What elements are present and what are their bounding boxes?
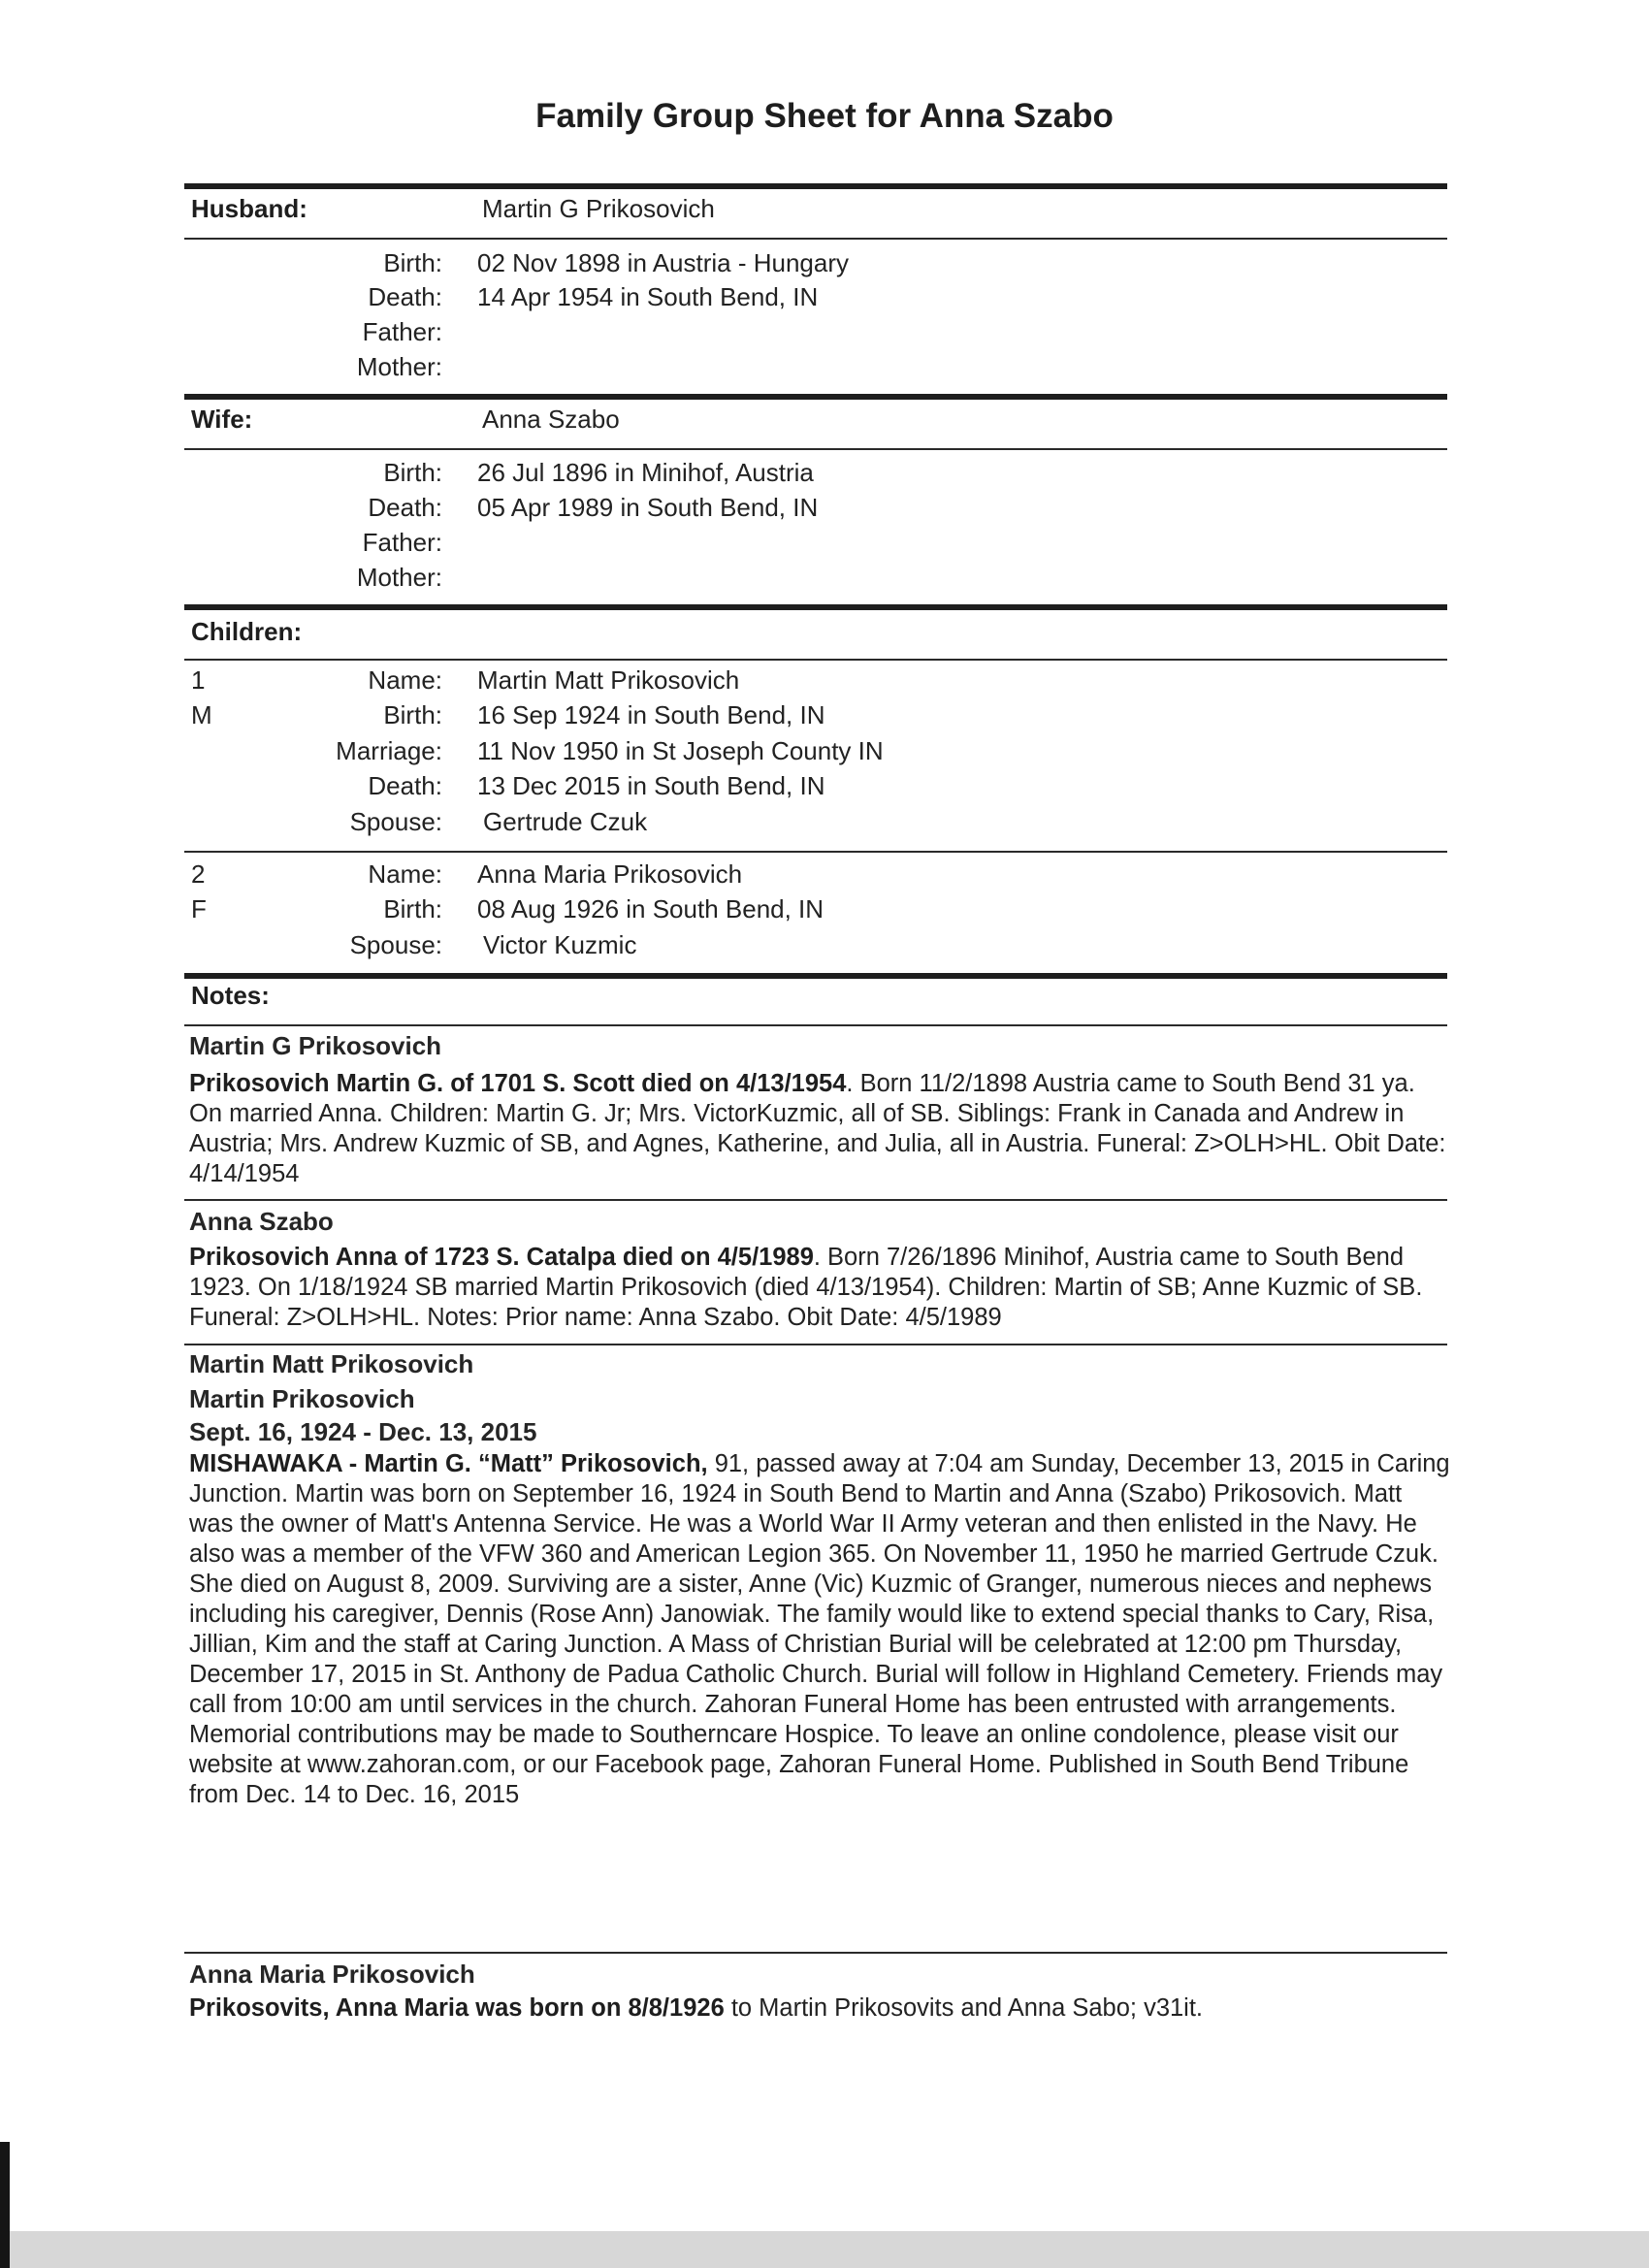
husband-name: Martin G Prikosovich (482, 194, 715, 223)
divider (184, 1199, 1447, 1201)
wife-birth: 26 Jul 1896 in Minihof, Austria (477, 458, 814, 487)
child-number: 2 (191, 859, 206, 889)
note-subheading: Martin Prikosovich (189, 1384, 415, 1413)
note-heading: Martin G Prikosovich (189, 1031, 442, 1060)
husband-mother-label: Mother: (356, 352, 442, 381)
child-sex: F (191, 894, 207, 923)
note-text (189, 1449, 1450, 1810)
child-spouse: Gertrude Czuk (483, 807, 648, 836)
divider (184, 851, 1447, 853)
child-birth: 08 Aug 1926 in South Bend, IN (477, 894, 824, 923)
note-text (189, 1243, 1450, 1333)
husband-birth-label: Birth: (383, 248, 442, 277)
child-death: 13 Dec 2015 in South Bend, IN (477, 771, 825, 800)
divider (184, 1344, 1447, 1345)
children-label: Children: (191, 617, 303, 646)
husband-label: Husband: (191, 194, 307, 223)
section-rule (184, 394, 1447, 400)
note-body: to Martin Prikosovits and Anna Sabo; v31it. (724, 1994, 1204, 2022)
note-lead: Prikosovits, Anna Maria was born on 8/8/1926 (189, 1994, 725, 2022)
note-date-range: Sept. 16, 1924 - Dec. 13, 2015 (189, 1417, 537, 1446)
husband-birth: 02 Nov 1898 in Austria - Hungary (477, 248, 849, 277)
divider (184, 1024, 1447, 1026)
child-number: 1 (191, 665, 206, 695)
child-marriage: 11 Nov 1950 in St Joseph County IN (477, 736, 884, 765)
wife-label: Wife: (191, 405, 253, 434)
note-text (189, 1993, 1450, 2024)
child-spouse-label: Spouse: (349, 930, 442, 959)
note-body: 91, passed away at 7:04 am Sunday, December 13, 2015 in Caring Junction. Martin was born on September 16, 1924 in South Bend to Martin and Anna (Szabo) Prikosovich. Matt was the owner of Matt's Antenna Service. He was a World War II Army veteran and then enlisted in the Navy. He also was a member of the VFW 360 and American Legion 365. On November 11, 1950 he married Gertrude Czuk. She died on August 8, 2009. Surviving are a sister, Anne (Vic) Kuzmic of Granger, numerous nieces and nephews including his caregiver, Dennis (Rose Ann) Janowiak. The family would like to extend special thanks to Cary, Risa, Jillian, Kim and the staff at Caring Junction. A Mass of Christian Burial will be celebrated at 12:00 pm Thursday, December 17, 2015 in St. Anthony de Padua Catholic Church. Burial will follow in Highland Cemetery. Friends may call from 10:00 am until services in the church. Zahoran Funeral Home has been entrusted with arrangements. Memorial contributions may be made to Southerncare Hospice. To leave an online condolence, please visit our website at www.zahoran.com, or our Facebook page, Zahoran Funeral Home. Published in South Bend Tribune from Dec. 14 to Dec. 16, 2015 (189, 1450, 1450, 1808)
wife-father-label: Father: (362, 528, 442, 557)
wife-death-label: Death: (368, 493, 442, 522)
child-name-label: Name: (368, 665, 442, 695)
divider (184, 659, 1447, 661)
notes-label: Notes: (191, 981, 270, 1010)
note-text (189, 1069, 1450, 1189)
husband-father-label: Father: (362, 317, 442, 346)
divider (184, 1952, 1447, 1954)
note-body: . Born 11/2/1898 Austria came to South Bend 31 ya. On married Anna. Children: Martin G. Jr; Mrs. VictorKuzmic, all of SB. Siblings: Frank in Canada and Andrew in Austria; Mrs. Andrew Kuzmic of SB, and Agnes, Katherine, and Julia, all in Austria. Funeral: Z>OLH>HL. Obit Date: 4/14/1954 (189, 1070, 1446, 1187)
wife-death: 05 Apr 1989 in South Bend, IN (477, 493, 819, 522)
husband-death-label: Death: (368, 282, 442, 311)
child-name: Anna Maria Prikosovich (477, 859, 743, 889)
child-birth: 16 Sep 1924 in South Bend, IN (477, 700, 825, 729)
child-spouse: Victor Kuzmic (483, 930, 637, 959)
child-birth-label: Birth: (383, 894, 442, 923)
child-sex: M (191, 700, 212, 729)
note-heading: Anna Maria Prikosovich (189, 1960, 475, 1989)
section-rule (184, 183, 1447, 189)
divider (184, 448, 1447, 450)
wife-birth-label: Birth: (383, 458, 442, 487)
section-rule (184, 604, 1447, 610)
wife-name: Anna Szabo (482, 405, 620, 434)
note-lead: Prikosovich Martin G. of 1701 S. Scott died on 4/13/1954 (189, 1070, 847, 1097)
note-body: . Born 7/26/1896 Minihof, Austria came to South Bend 1923. On 1/18/1924 SB married Martin Prikosovich (died 4/13/1954). Children: Martin of SB; Anne Kuzmic of SB. Funeral: Z>OLH>HL. Notes: Prior name: Anna Szabo. Obit Date: 4/5/1989 (189, 1244, 1423, 1331)
note-heading: Martin Matt Prikosovich (189, 1349, 474, 1378)
section-rule (184, 973, 1447, 979)
child-death-label: Death: (368, 771, 442, 800)
wife-mother-label: Mother: (356, 563, 442, 592)
note-lead: Prikosovich Anna of 1723 S. Catalpa died on 4/5/1989 (189, 1244, 814, 1271)
scan-edge-bottom (0, 2231, 1649, 2268)
scan-edge-left (0, 2142, 10, 2268)
husband-death: 14 Apr 1954 in South Bend, IN (477, 282, 819, 311)
child-spouse-label: Spouse: (349, 807, 442, 836)
child-name-label: Name: (368, 859, 442, 889)
page-title: Family Group Sheet for Anna Szabo (535, 97, 1114, 135)
note-heading: Anna Szabo (189, 1207, 334, 1236)
note-lead: MISHAWAKA - Martin G. “Matt” Prikosovich, (189, 1450, 708, 1477)
child-name: Martin Matt Prikosovich (477, 665, 740, 695)
divider (184, 238, 1447, 240)
child-birth-label: Birth: (383, 700, 442, 729)
child-marriage-label: Marriage: (336, 736, 442, 765)
